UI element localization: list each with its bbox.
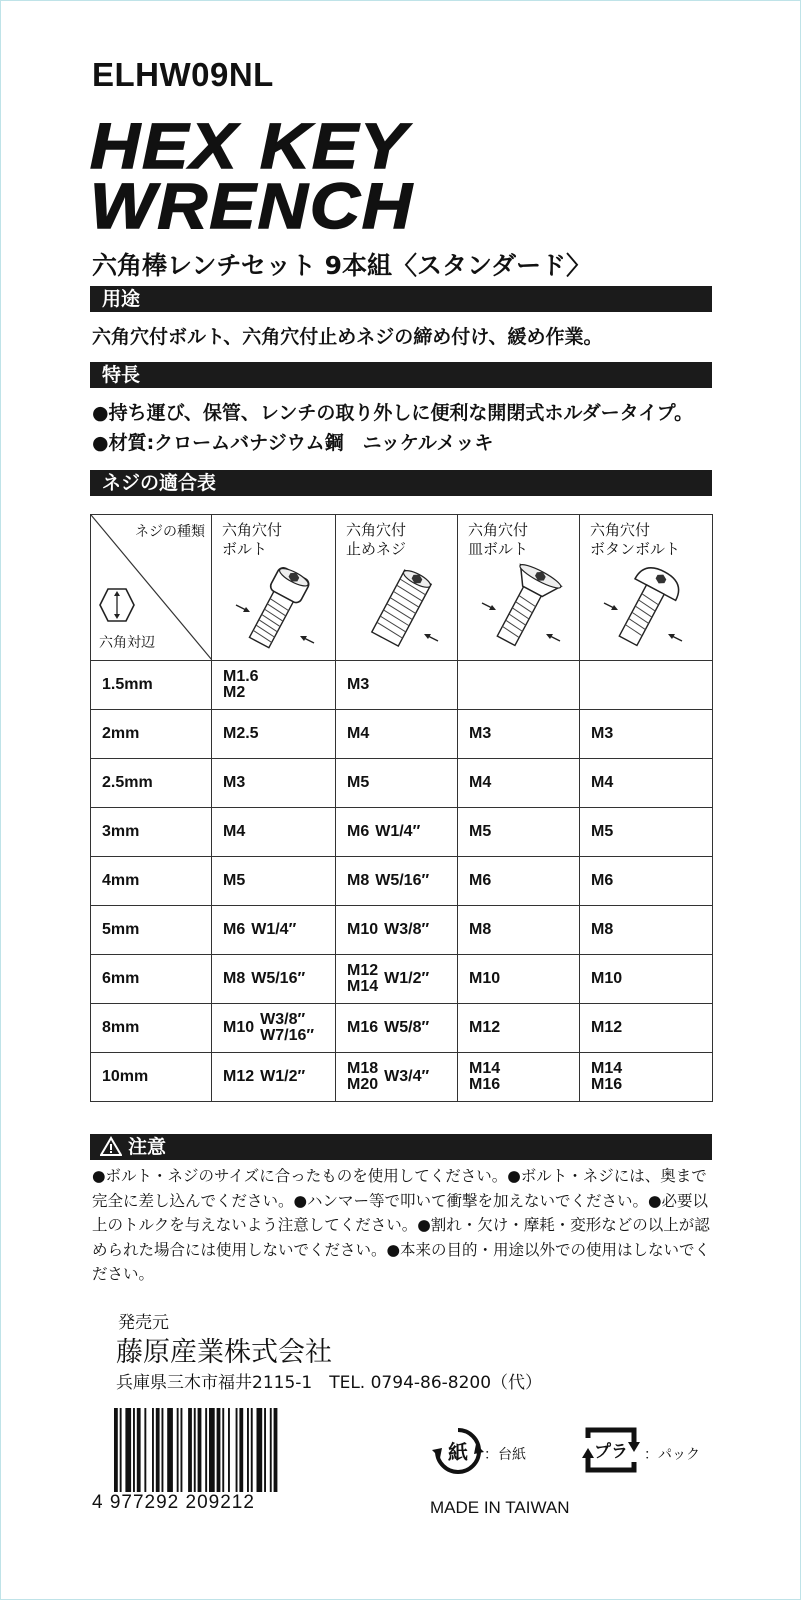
table-row <box>91 661 713 710</box>
thread-size: M14 <box>347 978 379 995</box>
features-heading: 特長 <box>90 362 712 388</box>
barcode-bar <box>198 1408 202 1492</box>
thread-size: M5 <box>223 872 246 889</box>
thread-size: M4 <box>591 774 614 791</box>
thread-cell-group <box>347 726 457 742</box>
thread-cell <box>580 1053 713 1102</box>
thread-size: M2.5 <box>223 725 259 742</box>
table-row <box>91 710 713 759</box>
barcode-bar <box>205 1408 207 1492</box>
thread-size: M12 <box>469 1019 501 1036</box>
feature-item: ●持ち運び、保管、レンチの取り外しに便利な開閉式ホルダータイプ。 <box>92 402 694 424</box>
model-number: ELHW09NL <box>92 56 274 93</box>
barcode-bar <box>177 1408 179 1492</box>
seller-name: 藤原産業株式会社 <box>116 1337 332 1368</box>
barcode-bar <box>144 1408 146 1492</box>
barcode <box>114 1408 340 1498</box>
thread-size: M1.6 <box>223 668 259 685</box>
paper-recycle-icon <box>432 1426 484 1476</box>
hex-size-cell: 1.5mm <box>91 661 212 710</box>
barcode-bar <box>236 1408 238 1492</box>
hex-size-cell: 3mm <box>91 808 212 857</box>
thread-cell <box>336 906 458 955</box>
thread-size: M4 <box>223 823 246 840</box>
thread-size: W1/4″ <box>375 823 421 840</box>
column-label: 六角穴付 止めネジ <box>346 521 407 558</box>
barcode-bar <box>162 1408 164 1492</box>
thread-stack <box>591 1061 622 1093</box>
corner-cell <box>91 515 212 661</box>
plastic-recycle-mark <box>580 1424 642 1480</box>
thread-cell-group <box>469 1061 579 1093</box>
column-label: 六角穴付 ボタンボルト <box>590 521 681 558</box>
thread-size: M10 <box>223 1019 255 1036</box>
caution-heading-bar <box>90 1134 712 1160</box>
thread-cell-group <box>591 1061 712 1093</box>
thread-size: M16 <box>469 1076 501 1093</box>
hex-size-label: 六角対辺 <box>99 635 155 651</box>
thread-stack <box>260 1012 314 1044</box>
thread-cell-group <box>223 824 335 840</box>
thread-cell <box>336 1053 458 1102</box>
thread-cell <box>212 857 336 906</box>
thread-cell <box>212 1004 336 1053</box>
barcode-bar <box>209 1408 215 1492</box>
usage-heading: 用途 <box>90 286 712 312</box>
origin-label: MADE IN TAIWAN <box>430 1498 570 1517</box>
thread-cell-group <box>347 775 457 791</box>
thread-cell <box>212 710 336 759</box>
thread-cell <box>212 759 336 808</box>
thread-size: M12 <box>223 1068 255 1085</box>
barcode-bar <box>152 1408 154 1492</box>
thread-cell <box>212 661 336 710</box>
thread-size: M10 <box>591 970 623 987</box>
thread-cell <box>458 1053 580 1102</box>
thread-size: W3/4″ <box>384 1068 430 1085</box>
barcode-bar <box>194 1408 196 1492</box>
thread-cell <box>458 906 580 955</box>
hex-size-cell: 10mm <box>91 1053 212 1102</box>
hex-size-cell: 2.5mm <box>91 759 212 808</box>
thread-size: M14 <box>469 1060 501 1077</box>
thread-cell-group <box>223 1012 335 1044</box>
flat-head-bolt-icon <box>478 563 568 655</box>
thread-cell-group <box>223 726 335 742</box>
thread-size: M18 <box>347 1060 379 1077</box>
compat-table <box>90 514 713 1102</box>
thread-cell-group <box>223 775 335 791</box>
thread-cell-group <box>347 963 457 995</box>
hex-size-icon <box>99 585 135 625</box>
table-row <box>91 759 713 808</box>
thread-size: M10 <box>347 921 379 938</box>
thread-size: M5 <box>347 774 370 791</box>
thread-cell-group <box>469 824 579 840</box>
barcode-bar <box>270 1408 272 1492</box>
thread-cell <box>580 759 713 808</box>
barcode-bar <box>257 1408 263 1492</box>
paper-mark-text: 紙 <box>448 1440 468 1464</box>
barcode-bar <box>137 1408 141 1492</box>
thread-cell <box>458 710 580 759</box>
thread-size: M8 <box>591 921 614 938</box>
barcode-bar <box>264 1408 266 1492</box>
thread-size: M8 <box>469 921 492 938</box>
thread-cell-group <box>347 922 457 938</box>
paper-recycle-mark <box>432 1426 484 1480</box>
thread-cell <box>458 955 580 1004</box>
thread-cell-group <box>591 726 712 742</box>
thread-cell-group <box>469 873 579 889</box>
thread-cell <box>336 1004 458 1053</box>
usage-text: 六角穴付ボルト、六角穴付止めネジの締め付け、緩め作業。 <box>92 326 603 348</box>
thread-stack <box>469 1061 500 1093</box>
hex-size-cell: 8mm <box>91 1004 212 1053</box>
thread-cell <box>336 955 458 1004</box>
warning-icon <box>100 1136 122 1156</box>
thread-size: W3/8″ <box>260 1011 306 1028</box>
thread-size: W7/16″ <box>260 1027 315 1044</box>
thread-cell <box>212 906 336 955</box>
thread-size: W3/8″ <box>384 921 430 938</box>
barcode-bar <box>239 1408 243 1492</box>
thread-stack <box>347 1061 378 1093</box>
thread-cell <box>580 808 713 857</box>
thread-cell-group <box>591 1020 712 1036</box>
thread-size: M6 <box>347 823 370 840</box>
thread-size: M3 <box>591 725 614 742</box>
paper-recycle-label: ：台紙 <box>484 1447 526 1463</box>
thread-cell <box>580 1004 713 1053</box>
barcode-bar <box>114 1408 118 1492</box>
thread-cell-group <box>591 922 712 938</box>
compat-heading: ネジの適合表 <box>90 470 712 496</box>
thread-cell <box>580 955 713 1004</box>
thread-size: M4 <box>469 774 492 791</box>
barcode-bar <box>156 1408 160 1492</box>
table-row <box>91 1004 713 1053</box>
thread-cell-group <box>469 775 579 791</box>
barcode-bar <box>217 1408 221 1492</box>
seller-address: 兵庫県三木市福井2115-1 TEL. 0794-86-8200（代） <box>116 1373 543 1393</box>
barcode-bar <box>228 1408 230 1492</box>
table-row <box>91 857 713 906</box>
thread-size: W5/8″ <box>384 1019 430 1036</box>
caution-heading: 注意 <box>128 1136 167 1158</box>
column-label: 六角穴付 ボルト <box>222 521 283 558</box>
hex-size-cell: 5mm <box>91 906 212 955</box>
thread-cell-group <box>469 726 579 742</box>
thread-cell <box>212 1053 336 1102</box>
compat-header-row <box>91 515 713 661</box>
thread-cell <box>458 808 580 857</box>
col-flat-head-bolt <box>458 515 580 661</box>
thread-size: W1/2″ <box>384 970 430 987</box>
table-row <box>91 1053 713 1102</box>
thread-cell <box>336 710 458 759</box>
col-button-head-bolt <box>580 515 713 661</box>
thread-cell <box>336 661 458 710</box>
thread-cell <box>580 906 713 955</box>
thread-cell <box>458 661 580 710</box>
hex-size-cell: 4mm <box>91 857 212 906</box>
table-row <box>91 955 713 1004</box>
set-screw-icon <box>356 563 446 655</box>
barcode-bar <box>251 1408 253 1492</box>
barcode-digits: 4 977292 209212 <box>92 1492 255 1513</box>
thread-cell-group <box>347 1061 457 1093</box>
thread-cell <box>336 808 458 857</box>
thread-cell <box>580 857 713 906</box>
thread-cell-group <box>347 677 457 693</box>
plastic-recycle-icon <box>580 1424 642 1476</box>
thread-cell-group <box>347 873 457 889</box>
thread-size: M6 <box>591 872 614 889</box>
thread-size: M4 <box>347 725 370 742</box>
barcode-bar <box>181 1408 183 1492</box>
barcode-bar <box>247 1408 249 1492</box>
thread-cell-group <box>223 1069 335 1085</box>
plastic-recycle-label: ：パック <box>644 1447 700 1463</box>
barcode-bar <box>167 1408 173 1492</box>
thread-size: W5/16″ <box>251 970 306 987</box>
thread-cell <box>212 808 336 857</box>
thread-cell <box>336 759 458 808</box>
col-set-screw <box>336 515 458 661</box>
thread-size: M8 <box>223 970 246 987</box>
plastic-mark-text: プラ <box>594 1442 628 1462</box>
thread-size: M3 <box>469 725 492 742</box>
screw-type-label: ネジの種類 <box>135 524 205 540</box>
feature-item: ●材質:クロームバナジウム鋼 ニッケルメッキ <box>92 432 494 454</box>
caution-text: ●ボルト・ネジのサイズに合ったものを使用してください。●ボルト・ネジには、奥まで完全に差し込んでください。●ハンマー等で叩いて衝撃を加えないでください。●必要以上のトルクを与えないよう注意してください。●割れ・欠け・摩耗・変形などの以上が認められた場合には使用しないでください。●本来の目的・用途以外での使用はしないでください。 <box>92 1167 711 1283</box>
thread-size: M2 <box>223 684 246 701</box>
thread-cell <box>458 759 580 808</box>
thread-size: M6 <box>223 921 246 938</box>
thread-cell-group <box>347 824 457 840</box>
thread-cell-group <box>469 971 579 987</box>
thread-cell-group <box>591 824 712 840</box>
thread-cell-group <box>469 1020 579 1036</box>
thread-cell-group <box>347 1020 457 1036</box>
barcode-bar <box>125 1408 131 1492</box>
thread-cell <box>458 857 580 906</box>
thread-cell-group <box>591 873 712 889</box>
seller-label: 発売元 <box>118 1313 169 1333</box>
thread-size: M20 <box>347 1076 379 1093</box>
thread-cell <box>580 661 713 710</box>
thread-size: M10 <box>469 970 501 987</box>
button-head-bolt-icon <box>600 563 690 655</box>
hex-size-cell: 6mm <box>91 955 212 1004</box>
barcode-bar <box>188 1408 192 1492</box>
thread-cell-group <box>223 669 335 701</box>
barcode-bar <box>274 1408 278 1492</box>
col-socket-head-bolt <box>212 515 336 661</box>
thread-cell-group <box>469 922 579 938</box>
thread-cell-group <box>591 971 712 987</box>
thread-size: M5 <box>469 823 492 840</box>
thread-size: W1/4″ <box>251 921 297 938</box>
barcode-bar <box>222 1408 224 1492</box>
product-title-line1: HEX KEY <box>90 110 409 182</box>
thread-cell <box>458 1004 580 1053</box>
thread-size: M8 <box>347 872 370 889</box>
thread-size: M12 <box>591 1019 623 1036</box>
thread-cell-group <box>223 922 335 938</box>
thread-size: W5/16″ <box>375 872 430 889</box>
product-subtitle: 六角棒レンチセット 9本組〈スタンダード〉 <box>92 251 591 280</box>
thread-cell-group <box>223 873 335 889</box>
product-title-line2: WRENCH <box>90 170 414 242</box>
hex-size-cell: 2mm <box>91 710 212 759</box>
thread-size: M5 <box>591 823 614 840</box>
thread-size: M14 <box>591 1060 623 1077</box>
thread-size: M3 <box>223 774 246 791</box>
column-label: 六角穴付 皿ボルト <box>468 521 529 558</box>
thread-size: M3 <box>347 676 370 693</box>
thread-cell-group <box>223 971 335 987</box>
thread-cell <box>580 710 713 759</box>
thread-stack <box>347 963 378 995</box>
thread-cell <box>336 857 458 906</box>
thread-size: M16 <box>591 1076 623 1093</box>
thread-cell-group <box>591 775 712 791</box>
table-row <box>91 906 713 955</box>
barcode-bar <box>120 1408 122 1492</box>
socket-head-bolt-icon <box>232 563 322 655</box>
table-row <box>91 808 713 857</box>
barcode-bar <box>133 1408 135 1492</box>
thread-size: W1/2″ <box>260 1068 306 1085</box>
thread-cell <box>212 955 336 1004</box>
thread-size: M12 <box>347 962 379 979</box>
thread-size: M16 <box>347 1019 379 1036</box>
thread-size: M6 <box>469 872 492 889</box>
